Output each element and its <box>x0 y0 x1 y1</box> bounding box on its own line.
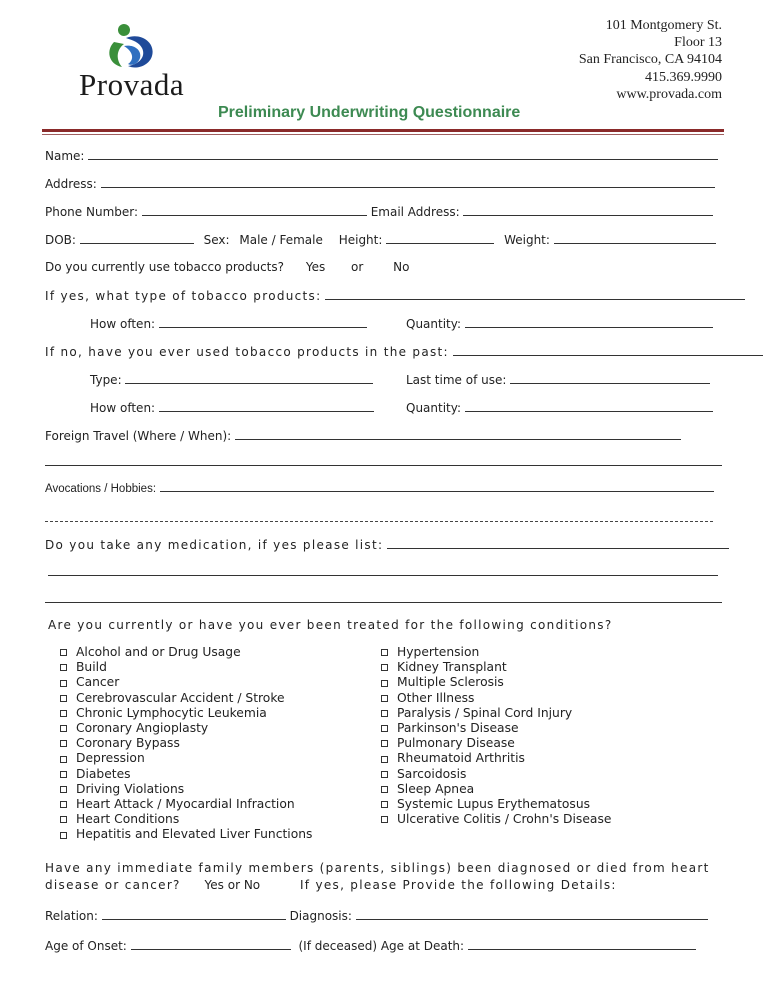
relation-label: Relation: <box>45 909 98 923</box>
condition-item[interactable] <box>60 721 312 736</box>
condition-item[interactable] <box>381 751 611 766</box>
checkbox[interactable] <box>60 832 67 839</box>
condition-label: Alcohol and or Drug Usage <box>76 645 241 659</box>
condition-label: Cerebrovascular Accident / Stroke <box>76 690 285 705</box>
family-details-prompt: If yes, please Provide the following Details: <box>299 878 617 892</box>
past-quantity-row <box>406 400 713 415</box>
condition-label: Parkinson's Disease <box>397 721 519 736</box>
email-field[interactable] <box>463 204 713 216</box>
checkbox[interactable] <box>381 816 388 823</box>
condition-item[interactable] <box>60 660 312 675</box>
type-field[interactable] <box>125 372 373 384</box>
family-question-part: disease or cancer? <box>45 878 181 892</box>
type-label: Type: <box>90 373 122 387</box>
condition-item[interactable] <box>381 645 611 660</box>
name-row <box>45 148 718 163</box>
condition-item[interactable] <box>381 660 611 675</box>
address-line: San Francisco, CA 94104 <box>578 52 722 68</box>
condition-label: Driving Violations <box>76 781 185 796</box>
family-question-line-2 <box>45 878 617 892</box>
condition-label: Hypertension <box>397 645 480 659</box>
checkbox[interactable] <box>60 801 67 808</box>
condition-item[interactable] <box>60 782 312 797</box>
checkbox[interactable] <box>381 801 388 808</box>
dob-label: DOB: <box>45 233 76 247</box>
medication-line-2[interactable] <box>48 564 718 576</box>
conditions-list-right <box>381 645 611 827</box>
condition-item[interactable] <box>381 721 611 736</box>
past-tobacco-label: If no, have you ever used tobacco products in the past: <box>45 345 449 359</box>
quantity-label: Quantity: <box>406 317 462 331</box>
last-use-label: Last time of use: <box>406 373 507 387</box>
weight-label: Weight: <box>504 233 550 247</box>
dob-field[interactable] <box>80 232 194 244</box>
age-death-field[interactable] <box>468 938 696 950</box>
condition-item[interactable] <box>381 706 611 721</box>
past-tobacco-field[interactable] <box>453 344 763 356</box>
form-title: Preliminary Underwriting Questionnaire <box>218 104 521 121</box>
tobacco-type-field[interactable] <box>325 288 745 300</box>
medication-label: Do you take any medication, if yes please list: <box>45 538 384 552</box>
family-question-line-1: Have any immediate family members (parents, siblings) been diagnosed or died from heart <box>45 861 710 875</box>
checkbox[interactable] <box>60 695 67 702</box>
medication-line-3[interactable] <box>45 591 722 603</box>
condition-label: Chronic Lymphocytic Leukemia <box>76 705 267 720</box>
address-label: Address: <box>45 177 97 191</box>
past-howoften-row <box>90 400 374 415</box>
height-field[interactable] <box>386 232 494 244</box>
condition-label: Other Illness <box>397 690 475 705</box>
sex-options[interactable]: Male / Female <box>239 233 323 247</box>
condition-label: Build <box>76 660 107 675</box>
address-line: Floor 13 <box>674 35 722 51</box>
condition-label: Coronary Bypass <box>76 736 180 751</box>
checkbox[interactable] <box>60 771 67 778</box>
name-field[interactable] <box>88 148 718 160</box>
checkbox[interactable] <box>60 710 67 717</box>
phone-email-row <box>45 204 713 219</box>
condition-item[interactable] <box>60 797 312 812</box>
tobacco-question: Do you currently use tobacco products? <box>45 260 284 274</box>
relation-field[interactable] <box>102 908 286 920</box>
checkbox[interactable] <box>381 710 388 717</box>
medication-field[interactable] <box>387 537 729 549</box>
quantity-label: Quantity: <box>406 401 462 415</box>
condition-label: Sleep Apnea <box>397 781 475 796</box>
age-onset-field[interactable] <box>131 938 291 950</box>
avocations-label: Avocations / Hobbies: <box>45 483 157 495</box>
checkbox[interactable] <box>381 695 388 702</box>
address-field[interactable] <box>101 176 715 188</box>
name-label: Name: <box>45 149 85 163</box>
condition-item[interactable] <box>381 782 611 797</box>
diagnosis-field[interactable] <box>356 908 708 920</box>
condition-label: Paralysis / Spinal Cord Injury <box>397 705 573 720</box>
condition-label: Sarcoidosis <box>397 766 467 781</box>
condition-item[interactable] <box>381 797 611 812</box>
condition-label: Multiple Sclerosis <box>397 675 504 690</box>
checkbox[interactable] <box>60 816 67 823</box>
avocations-line-2[interactable] <box>45 510 713 522</box>
condition-item[interactable] <box>381 736 611 751</box>
weight-field[interactable] <box>554 232 716 244</box>
phone-label: Phone Number: <box>45 205 139 219</box>
age-row <box>45 938 696 953</box>
checkbox[interactable] <box>381 740 388 747</box>
condition-item[interactable] <box>381 767 611 782</box>
sex-label: Sex: <box>203 233 230 247</box>
condition-label: Heart Attack / Myocardial Infraction <box>76 797 295 812</box>
how-often-label: How often: <box>90 317 156 331</box>
checkbox[interactable] <box>381 786 388 793</box>
family-yes-no[interactable]: Yes or No <box>204 878 261 892</box>
company-name: Provada <box>79 67 185 102</box>
conditions-list-left <box>60 645 312 843</box>
checkbox[interactable] <box>60 649 67 656</box>
condition-label: Heart Conditions <box>76 812 180 827</box>
condition-item[interactable] <box>381 675 611 690</box>
condition-label: Pulmonary Disease <box>397 736 515 751</box>
address-row <box>45 176 715 191</box>
checkbox[interactable] <box>60 756 67 763</box>
condition-label: Cancer <box>76 675 120 690</box>
checkbox[interactable] <box>381 771 388 778</box>
checkbox[interactable] <box>60 725 67 732</box>
quantity-field[interactable] <box>465 316 713 328</box>
tobacco-yes[interactable]: Yes <box>305 260 326 274</box>
condition-item[interactable] <box>60 675 312 690</box>
checkbox[interactable] <box>381 680 388 687</box>
past-type-row <box>90 372 373 387</box>
condition-item[interactable] <box>381 812 611 827</box>
checkbox[interactable] <box>60 786 67 793</box>
phone-field[interactable] <box>142 204 367 216</box>
checkbox[interactable] <box>381 649 388 656</box>
checkbox[interactable] <box>381 756 388 763</box>
checkbox[interactable] <box>60 664 67 671</box>
condition-label: Coronary Angioplasty <box>76 721 209 736</box>
how-often-label: How often: <box>90 401 156 415</box>
condition-item[interactable] <box>381 691 611 706</box>
condition-label: Rheumatoid Arthritis <box>397 751 525 766</box>
condition-label: Diabetes <box>76 766 131 781</box>
condition-label: Kidney Transplant <box>397 660 507 675</box>
condition-item[interactable] <box>60 827 312 842</box>
condition-label: Ulcerative Colitis / Crohn's Disease <box>397 812 612 827</box>
checkbox[interactable] <box>60 740 67 747</box>
foreign-travel-label: Foreign Travel (Where / When): <box>45 429 232 443</box>
checkbox[interactable] <box>60 680 67 687</box>
tobacco-type-label: If yes, what type of tobacco products: <box>45 289 322 303</box>
how-often-field[interactable] <box>159 316 367 328</box>
condition-item[interactable] <box>60 812 312 827</box>
condition-label: Hepatitis and Elevated Liver Functions <box>76 827 313 842</box>
avocations-row <box>45 480 714 495</box>
dob-row <box>45 232 716 247</box>
company-address <box>579 17 722 103</box>
past-quantity-field[interactable] <box>465 400 713 412</box>
foreign-travel-field[interactable] <box>235 428 681 440</box>
condition-item[interactable] <box>60 706 312 721</box>
condition-item[interactable] <box>60 691 312 706</box>
tobacco-row <box>45 260 409 274</box>
condition-label: Depression <box>76 751 145 766</box>
email-label: Email Address: <box>370 205 460 219</box>
foreign-travel-row <box>45 428 681 443</box>
title-rule-thin <box>42 134 724 135</box>
medication-row <box>45 537 729 552</box>
address-line: 101 Montgomery St. <box>605 18 722 33</box>
title-rule <box>42 129 724 132</box>
avocations-field[interactable] <box>160 480 714 492</box>
foreign-travel-line-2[interactable] <box>45 454 722 466</box>
address-line: www.provada.com <box>616 86 722 102</box>
checkbox[interactable] <box>381 664 388 671</box>
checkbox[interactable] <box>381 725 388 732</box>
past-how-often-field[interactable] <box>159 400 374 412</box>
condition-label: Systemic Lupus Erythematosus <box>397 797 591 812</box>
height-label: Height: <box>338 233 383 247</box>
condition-item[interactable] <box>60 645 312 660</box>
diagnosis-label: Diagnosis: <box>289 909 352 923</box>
provada-logo-mark <box>102 20 160 70</box>
tobacco-howoften-row <box>90 316 367 331</box>
past-tobacco-row <box>45 344 763 359</box>
last-use-field[interactable] <box>510 372 710 384</box>
tobacco-quantity-row <box>406 316 713 331</box>
age-onset-label: Age of Onset: <box>45 939 127 953</box>
age-death-label: (If deceased) Age at Death: <box>298 939 465 953</box>
address-line: 415.369.9990 <box>645 69 722 85</box>
tobacco-type-row <box>45 288 745 303</box>
condition-item[interactable] <box>60 751 312 766</box>
condition-item[interactable] <box>60 736 312 751</box>
condition-item[interactable] <box>60 767 312 782</box>
tobacco-or: or <box>351 260 364 274</box>
conditions-question: Are you currently or have you ever been treated for the following conditions? <box>48 618 613 632</box>
tobacco-no[interactable]: No <box>393 260 410 274</box>
relation-row <box>45 908 708 923</box>
last-use-row <box>406 372 710 387</box>
